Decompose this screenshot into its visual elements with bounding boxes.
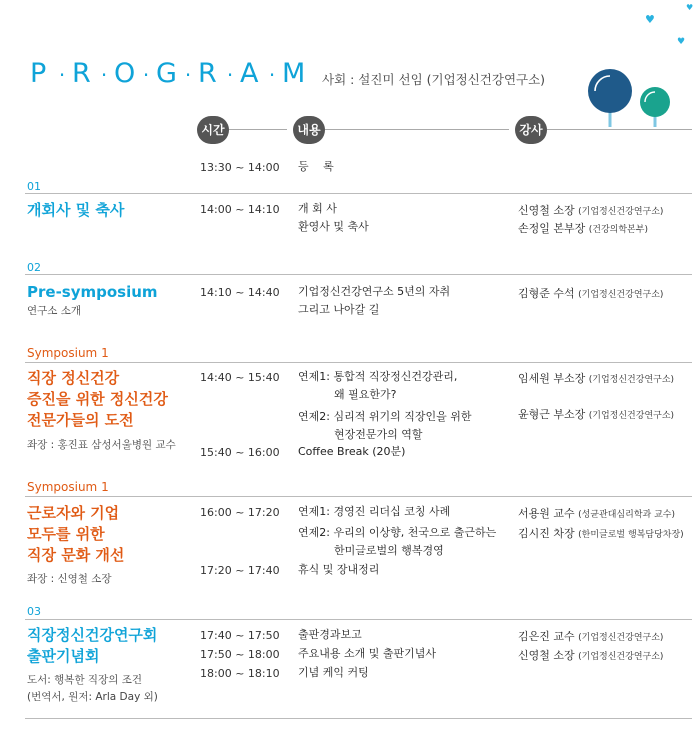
speaker (518, 406, 674, 422)
speaker-affiliation: (기업정신건강연구소) (588, 411, 675, 421)
section-divider (25, 274, 692, 275)
speaker-affiliation: (건강의학본부) (588, 225, 648, 235)
title-letter: R (72, 58, 91, 89)
section-divider (25, 193, 692, 194)
title-dot: · (268, 63, 276, 87)
content-line: 현장전문가의 역할 (334, 428, 423, 441)
session-time: 14:00 ~ 14:10 (200, 203, 280, 216)
session-time: 14:40 ~ 15:40 (200, 371, 280, 384)
section-title: Pre-symposium (27, 283, 158, 301)
content-line: 연제1: 경영진 리더십 코칭 사례 (298, 505, 451, 518)
title-letter: P (30, 58, 47, 89)
speaker (518, 505, 675, 521)
trees-illustration (585, 65, 680, 130)
session-content: 기념 케익 커팅 (298, 666, 369, 679)
title-letter: A (240, 58, 259, 89)
speaker (518, 628, 663, 644)
title-letter: R (198, 58, 217, 89)
column-header-time: 시간 (197, 116, 229, 144)
session-time: 17:40 ~ 17:50 (200, 629, 280, 642)
speaker-name: 손정일 본부장 (518, 222, 586, 235)
speaker-affiliation: (한미글로벌 행복담당차장) (578, 530, 684, 540)
book-source: (번역서, 원저: Arla Day 외) (27, 691, 158, 703)
content-line: 연제2: 우리의 이상향, 천국으로 출근하는 (298, 526, 497, 539)
title-dot: · (58, 63, 66, 87)
speaker-name: 윤형근 부소장 (518, 408, 586, 421)
title-line: 직장정신건강연구회 (27, 626, 158, 644)
session-time: 16:00 ~ 17:20 (200, 506, 280, 519)
book-info (27, 672, 158, 706)
coffee-break: Coffee Break (20분) (298, 445, 406, 458)
speaker (518, 285, 663, 301)
speaker-name: 김시진 차장 (518, 527, 575, 540)
section-divider (25, 362, 692, 363)
speaker-affiliation: (기업정신건강연구소) (588, 375, 675, 385)
section-title (27, 503, 124, 566)
symposium-label: Symposium 1 (27, 346, 109, 360)
section-title (27, 625, 157, 667)
registration-label: 등 록 (298, 160, 335, 173)
title-dot: · (184, 63, 192, 87)
session-time: 18:00 ~ 18:10 (200, 667, 280, 680)
title-line: 모두를 위한 (27, 525, 105, 543)
registration-time: 13:30 ~ 14:00 (200, 161, 280, 174)
speaker-name: 신영철 소장 (518, 649, 575, 662)
speaker-name: 김형준 수석 (518, 287, 575, 300)
book-title: 도서: 행복한 직장의 조건 (27, 674, 142, 686)
column-header-speaker: 강사 (515, 116, 547, 144)
session-time: 14:10 ~ 14:40 (200, 286, 280, 299)
session-content (298, 200, 369, 236)
speaker-name: 임세원 부소장 (518, 372, 586, 385)
moderator-info: 사회 : 설진미 선임 (기업정신건강연구소) (322, 72, 546, 87)
session-time: 15:40 ~ 16:00 (200, 446, 280, 459)
content-line: 그리고 나아갈 길 (298, 303, 380, 316)
section-divider (25, 496, 692, 497)
session-time: 17:50 ~ 18:00 (200, 648, 280, 661)
title-line: 근로자와 기업 (27, 504, 120, 522)
title-letter: G (156, 58, 177, 89)
speaker (518, 525, 684, 541)
section-subtitle: 연구소 소개 (27, 305, 82, 317)
session-content (298, 283, 450, 319)
content-line: 기업정신건강연구소 5년의 자취 (298, 285, 451, 298)
header-rule (547, 129, 692, 130)
symposium-label: Symposium 1 (27, 480, 109, 494)
content-line: 연제2: 심리적 위기의 직장인을 위한 (298, 410, 472, 423)
content-line: 개 회 사 (298, 202, 337, 215)
session-chair: 좌장 : 홍진표 삼성서울병원 교수 (27, 439, 176, 451)
speaker-name: 신영철 소장 (518, 204, 575, 217)
speaker-name: 서용원 교수 (518, 507, 575, 520)
session-chair: 좌장 : 신영철 소장 (27, 573, 112, 585)
section-number: 01 (27, 180, 41, 193)
speaker (518, 202, 663, 218)
section-divider (25, 619, 692, 620)
header-rule (325, 129, 509, 130)
title-dot: · (100, 63, 108, 87)
title-line: 증진을 위한 정신건강 (27, 390, 168, 408)
speaker-name: 김은진 교수 (518, 630, 575, 643)
heart-icon: ♥ (645, 13, 655, 26)
title-line: 출판기념회 (27, 647, 100, 665)
session-content: 출판경과보고 (298, 628, 362, 641)
section-number: 03 (27, 605, 41, 618)
title-letter: M (282, 58, 306, 89)
heart-icon: ♥ (686, 3, 694, 12)
content-line: 왜 필요한가? (334, 388, 397, 401)
section-number: 02 (27, 261, 41, 274)
speaker (518, 220, 648, 236)
heart-icon: ♥ (677, 37, 686, 47)
title-dot: · (142, 63, 150, 87)
session-content: 주요내용 소개 및 출판기념사 (298, 647, 437, 660)
title-line: 전문가들의 도전 (27, 411, 134, 429)
session-content (298, 503, 496, 560)
section-title (27, 368, 168, 431)
title-dot: · (226, 63, 234, 87)
column-header-content: 내용 (293, 116, 325, 144)
session-time: 17:20 ~ 17:40 (200, 564, 280, 577)
speaker-affiliation: (성균관대심리학과 교수) (578, 510, 675, 520)
content-line: 환영사 및 축사 (298, 220, 369, 233)
session-content (298, 368, 471, 444)
speaker-affiliation: (기업정신건강연구소) (578, 633, 664, 643)
speaker (518, 647, 663, 663)
speaker-affiliation: (기업정신건강연구소) (578, 207, 664, 217)
title-letter: O (114, 58, 136, 89)
speaker-affiliation: (기업정신건강연구소) (578, 652, 664, 662)
speaker (518, 370, 674, 386)
content-line: 한미글로벌의 행복경영 (334, 544, 444, 557)
bottom-divider (25, 718, 692, 719)
title-line: 직장 문화 개선 (27, 546, 125, 564)
program-title (30, 58, 304, 89)
speaker-affiliation: (기업정신건강연구소) (578, 290, 664, 300)
title-line: 직장 정신건강 (27, 369, 120, 387)
session-content: 휴식 및 장내정리 (298, 563, 380, 576)
section-title: 개회사 및 축사 (27, 201, 125, 219)
content-line: 연제1: 통합적 직장정신건강관리, (298, 370, 458, 383)
header-rule (229, 129, 287, 130)
